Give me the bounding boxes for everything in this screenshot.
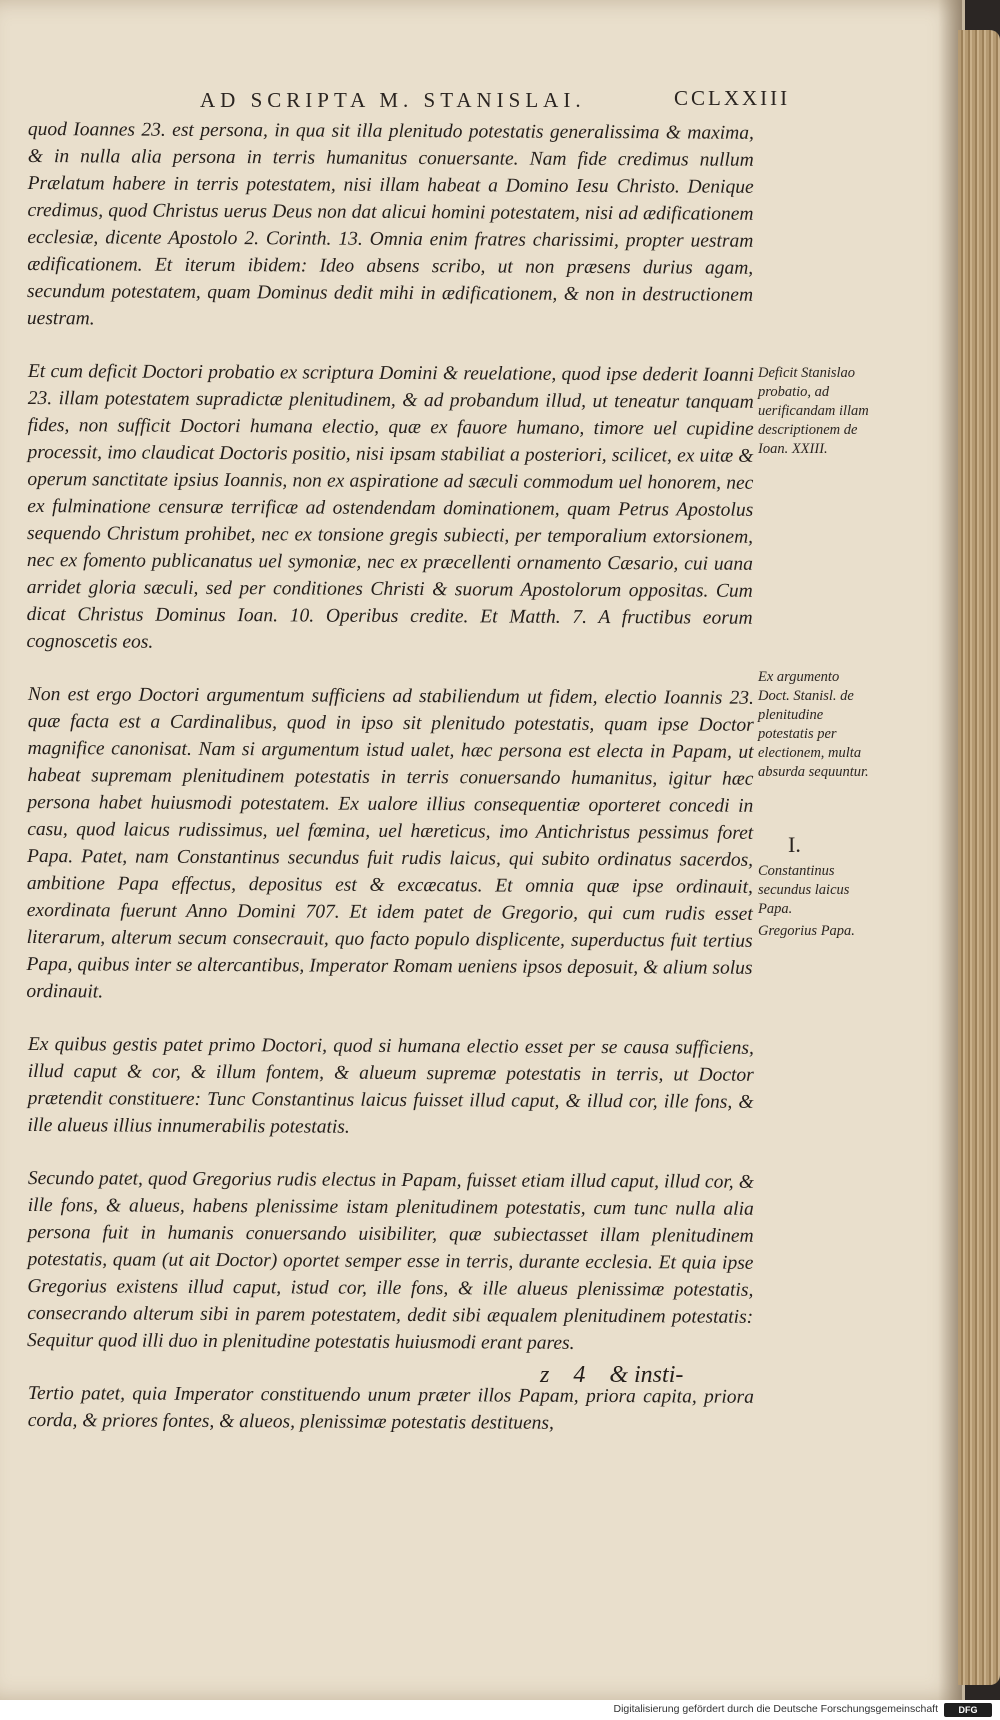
margin-numeral: I.	[788, 832, 801, 857]
footer-credit: Digitalisierung gefördert durch die Deutsche Forschungsgemeinschaft	[613, 1703, 938, 1715]
margin-note-deficit: Deficit Stanislao probatio, ad uerificandam illam descriptionem de Ioan. XXIII.	[758, 365, 869, 457]
margin-note-argumento: Ex argumento Doct. Stanisl. de plenitudine potestatis per electionem, multa absurda sequuntur.	[758, 669, 869, 780]
running-header: AD SCRIPTA M. STANISLAI.	[200, 88, 586, 112]
margin-note-constantinus: Constantinus secundus laicus Papa.	[758, 863, 850, 917]
book-fore-edge	[958, 30, 1000, 1685]
paragraph-2: Et cum deficit Doctori probatio ex scriptura Domini & reuelatione, quod ipse dederit Ioanni 23. illam potestatem supradictæ plenitudinem, & ad probandum illud, ut teneatur tanquam fides, non sufficit Doctori humana electio, quæ ex fauore humano, timore uel cupidine processit, imo claudicat Doctoris positio, nisi ipsam stabiliat a posteriori, scilicet, ex uitæ & operum sanctitate ipsius Ioannis, non ex aspiratione ad sæculi commodum uel honorem, nec ex fulminatione censuræ terrificæ ad ostendendam dominationem, quam Petrus Apostolus sequendo Christum prohibet, nec ex tonsione gregis subiecti, per temporalium extorsionem, nec ex fomento publicanatus uel symoniæ, nec ex præcellenti ornamento Cæsario, cui uana arridet gloria sæculi, sed per conditiones Christi & suorum Apostolorum oppositas. Cum dicat Christus Dominus Ioan. 10. Operibus credite. Et Matth. 7. A fructibus eorum cognoscetis eos.	[26, 360, 754, 653]
signature-number: 4	[573, 1362, 586, 1388]
folio-number: CCLXXIII	[674, 86, 791, 110]
digitization-footer	[0, 1700, 1000, 1720]
signature-line	[540, 1362, 780, 1389]
paragraph-6: Tertio patet, quia Imperator constituendo unum præter illos Papam, priora capita, priora corda, & priores fontes, & alueos, plenissimæ potestatis destituens,	[27, 1383, 754, 1434]
paragraph-1: quod Ioannes 23. est persona, in qua sit illa plenitudo potestatis generalissima & maxima, & in nulla alia persona in terris humanitus conuersante. Nam fide credimus nullum Prælatum habere in terris potestatem, nisi illam habeat a Domino Iesu Christo. Denique credimus, quod Christus uerus Deus non dat alicui homini potestatem, nisi ad ædificationem ecclesiæ, dicente Apostolo 2. Corinth. 13. Omnia enim fratres charissimi, propter uestram ædificationem. Et iterum ibidem: Ideo absens scribo, ut non præsens durius agam, secundum potestatem, quam Dominus dedit mihi in ædificationem, & non in destructionem uestram.	[26, 118, 754, 330]
dfg-logo-icon: DFG	[944, 1703, 992, 1717]
signature-mark: z	[540, 1362, 550, 1388]
paragraph-5: Secundo patet, quod Gregorius rudis electus in Papam, fuisset etiam illud caput, illud cor, & ille fons, & alueus, habens plenissime istam plenitudinem potestatis, cum tunc nulla alia persona fuit in humanis conuersando uisibiliter, quæ subiectasset illam plenitudinem potestatis, quam (ut ait Doctor) oportet semper esse in terris, durante ecclesia. Et quia ipse Gregorius existens illud caput, istud cor, ille fons, & ille alueus plenissimæ potestatis, consecrando alterum sibi in parem potestatem, dedit sibi æqualem plenitudinem potestatis: Sequitur quod illi duo in plenitudine potestatis huiusmodi erant pares.	[27, 1168, 754, 1354]
margin-note-gregorius: Gregorius Papa.	[758, 923, 855, 939]
text-block	[28, 116, 754, 1460]
paragraph-4: Ex quibus gestis patet primo Doctori, quod si humana electio esset per se causa sufficiens, illud caput & cor, & illum fontem, & alueum supremæ potestatis in terris, ut Doctor prætendit constituere: Tunc Constantinus laicus fuisset illud caput, & illud cor, ille fons, & ille alueus illius innumerabilis potestatis.	[27, 1034, 754, 1138]
catchword: & insti-	[609, 1362, 684, 1388]
paragraph-3: Non est ergo Doctori argumentum sufficiens ad stabiliendum ut fidem, electio Ioannis 23. quæ facta est a Cardinalibus, quod in ipso sit plenitudo potestatis, quam ipse Doctor magnifice canonisat. Nam si argumentum istud ualet, hæc persona est electa in Papam, ut habeat supremam plenitudinem potestatis in terris conuersando humanitus, igitur hæc persona habet huiusmodi potestatem. Ex ualore illius consequentiæ oporteret concedi in casu, quod laicus rudissimus, uel fœmina, uel hæreticus, imo Antichristus pessimus foret Papa. Patet, nam Constantinus secundus fuit rudis laicus, qui subito ordinatus sacerdos, ambitione Papa effectus, depositus est & excæcatus. Et omnia quæ ipse ordinauit, exordinata fuerunt Anno Domini 707. Et idem patet de Gregorio, qui cum rudis esset literarum, alterum secum consecrauit, quo facto populo displicente, superductus fuit tertius Papa, quibus inter se altercantibus, Imperator Romam ueniens ipsos deposuit, & alium solus ordinauit.	[26, 683, 754, 1003]
